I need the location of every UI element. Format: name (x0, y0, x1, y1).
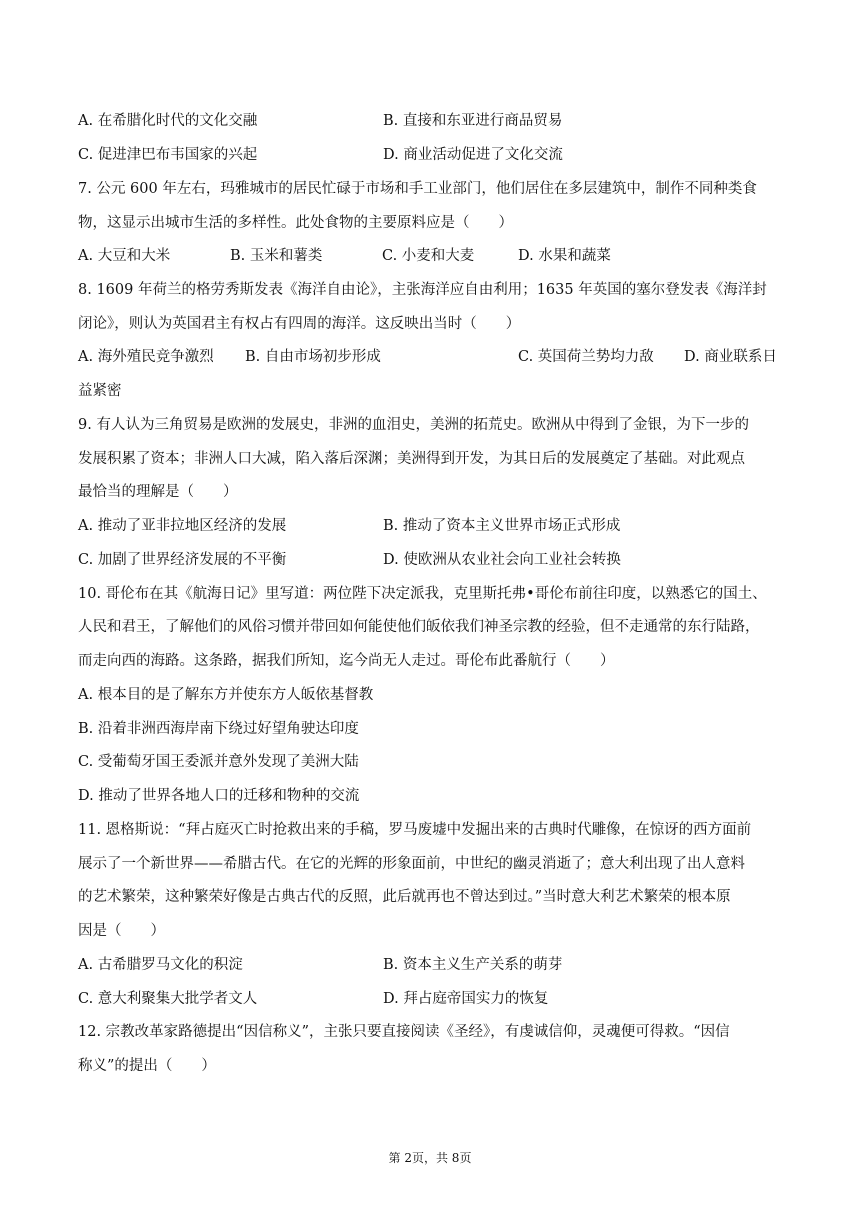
q11-option-a: A. 古希腊罗马文化的积淀 (78, 957, 243, 973)
q6-option-a: A. 在希腊化时代的文化交融 (78, 113, 258, 129)
q8-option-d-continued: 益紧密 (78, 383, 122, 399)
q9-option-d: D. 使欧洲从农业社会向工业社会转换 (383, 552, 621, 568)
q10-stem-line-1: 10. 哥伦布在其《航海日记》里写道：两位陛下决定派我，克里斯托弗•哥伦布前往印度，以熟悉它的国土、 (78, 586, 767, 602)
q6-option-c: C. 促进津巴布韦国家的兴起 (78, 147, 258, 163)
q11-option-d: D. 拜占庭帝国实力的恢复 (383, 991, 549, 1007)
q7-option-d: D. 水果和蔬菜 (518, 248, 611, 264)
q11-option-b: B. 资本主义生产关系的萌芽 (383, 957, 563, 973)
q11-stem-line-2: 展示了一个新世界——希腊古代。在它的光辉的形象面前，中世纪的幽灵消逝了；意大利出现了出人意料 (78, 856, 745, 872)
q10-stem-line-2: 人民和君王，了解他们的风俗习惯并带回如何能使他们皈依我们神圣宗教的经验，但不走通常的东行陆路， (78, 619, 760, 635)
q10-stem-line-3: 而走向西的海路。这条路，据我们所知，迄今尚无人走过。哥伦布此番航行（ ） (78, 653, 615, 669)
q8-stem-line-2: 闭论》，则认为英国君主有权占有四周的海洋。这反映出当时（ ） (78, 316, 521, 332)
q10-option-b: B. 沿着非洲西海岸南下绕过好望角驶达印度 (78, 721, 359, 737)
q8-option-b: B. 自由市场初步形成 (245, 349, 381, 365)
q12-stem-line-2: 称义”的提出（ ） (78, 1058, 216, 1074)
q11-stem-line-3: 的艺术繁荣，这种繁荣好像是古典古代的反照，此后就再也不曾达到过。”当时意大利艺术繁荣的根本原 (78, 889, 731, 905)
q6-option-b: B. 直接和东亚进行商品贸易 (383, 113, 563, 129)
q7-stem-line-2: 物，这显示出城市生活的多样性。此处食物的主要原料应是（ ） (78, 215, 513, 231)
q11-stem-line-1: 11. 恩格斯说：“拜占庭灭亡时抢救出来的手稿，罗马废墟中发掘出来的古典时代雕像，在惊讶的西方面前 (78, 822, 752, 838)
q8-stem-line-1: 8. 1609 年荷兰的格劳秀斯发表《海洋自由论》，主张海洋应自由利用；1635 年英国的塞尔登发表《海洋封 (78, 282, 767, 298)
q7-stem-line-1: 7. 公元 600 年左右，玛雅城市的居民忙碌于市场和手工业部门，他们居住在多层建筑中，制作不同种类食 (78, 181, 757, 197)
q7-option-c: C. 小麦和大麦 (382, 248, 475, 264)
q10-option-d: D. 推动了世界各地人口的迁移和物种的交流 (78, 788, 360, 804)
q9-option-c: C. 加剧了世界经济发展的不平衡 (78, 552, 287, 568)
q11-stem-line-4: 因是（ ） (78, 923, 165, 939)
page-footer: 第 2页，共 8页 (388, 1151, 472, 1165)
q8-option-a: A. 海外殖民竞争激烈 (78, 349, 214, 365)
q11-option-c: C. 意大利聚集大批学者文人 (78, 991, 258, 1007)
q7-option-b: B. 玉米和薯类 (230, 248, 323, 264)
q9-option-b: B. 推动了资本主义世界市场正式形成 (383, 518, 621, 534)
q6-option-d: D. 商业活动促进了文化交流 (383, 147, 563, 163)
q8-option-c: C. 英国荷兰势均力敌 (518, 349, 654, 365)
q10-option-c: C. 受葡萄牙国王委派并意外发现了美洲大陆 (78, 754, 359, 770)
q9-stem-line-3: 最恰当的理解是（ ） (78, 484, 238, 500)
q9-option-a: A. 推动了亚非拉地区经济的发展 (78, 518, 287, 534)
q7-option-a: A. 大豆和大米 (78, 248, 171, 264)
q9-stem-line-2: 发展积累了资本；非洲人口大减，陷入落后深渊；美洲得到开发，为其日后的发展奠定了基础。对此观点 (78, 451, 745, 467)
q9-stem-line-1: 9. 有人认为三角贸易是欧洲的发展史，非洲的血泪史，美洲的拓荒史。欧洲从中得到了金银，为下一步的 (78, 417, 749, 433)
q10-option-a: A. 根本目的是了解东方并使东方人皈依基督教 (78, 687, 374, 703)
q12-stem-line-1: 12. 宗教改革家路德提出“因信称义”，主张只要直接阅读《圣经》，有虔诚信仰，灵魂便可得救。“因信 (78, 1024, 730, 1040)
q8-option-d: D. 商业联系日 (684, 349, 777, 365)
